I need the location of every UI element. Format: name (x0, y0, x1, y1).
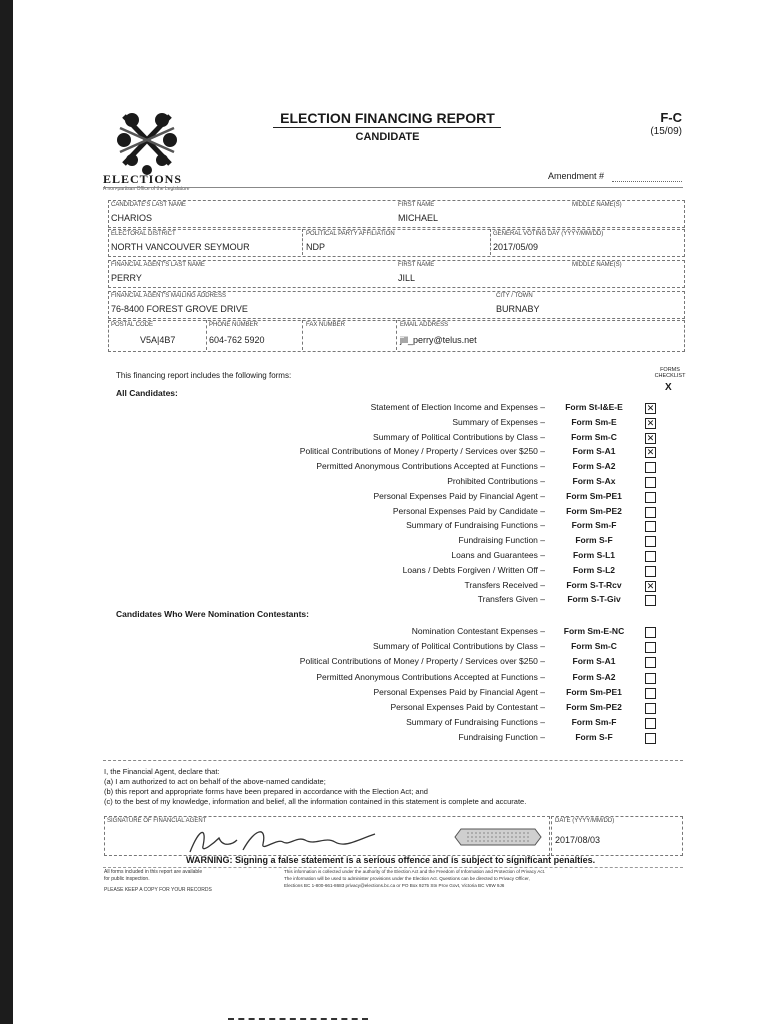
divider (302, 229, 303, 255)
form-row-description: Permitted Anonymous Contributions Accepted at Functions – (316, 671, 545, 682)
nomination-heading: Candidates Who Were Nomination Contestants: (116, 609, 309, 619)
footer-left-2: for public inspection. (104, 876, 150, 882)
form-row-description: Statement of Election Income and Expenses – (370, 402, 545, 412)
agent-last-name-label: FINANCIAL AGENT'S LAST NAME (111, 262, 205, 268)
forms-intro: This financing report includes the following forms: (116, 371, 292, 380)
footer-rule (103, 867, 683, 868)
header-rule (103, 187, 683, 188)
voting-day-value[interactable]: 2017/05/09 (493, 242, 539, 252)
form-row-description: Transfers Received – (464, 579, 545, 590)
unchecked-checkbox[interactable] (645, 492, 656, 503)
form-row-description: Prohibited Contributions – (447, 476, 545, 486)
form-row-code: Form S-A2 (572, 461, 616, 472)
form-row-description: Loans and Guarantees – (451, 550, 545, 560)
form-row-code: Form S-L2 (572, 564, 616, 575)
divider (490, 229, 491, 255)
email-label: EMAIL ADDRESS (400, 322, 449, 328)
elections-logo-icon (110, 108, 190, 178)
form-row-code: Form S-Ax (572, 476, 616, 486)
checked-checkbox[interactable]: ✕ (646, 580, 655, 591)
form-row-code: Form S-A1 (572, 446, 616, 457)
city-value[interactable]: BURNABY (496, 304, 540, 314)
form-row-code: Form Sm-PE1 (566, 490, 622, 501)
stamp-icon (453, 826, 543, 848)
middle-names-label: MIDDLE NAME(S) (572, 202, 622, 208)
unchecked-checkbox[interactable] (645, 462, 656, 473)
divider (302, 320, 303, 350)
form-row-code: Form S-F (575, 535, 613, 546)
form-row-code: Form S-L1 (572, 550, 616, 560)
checked-checkbox[interactable]: ✕ (646, 417, 655, 428)
declaration-line-1: (a) I am authorized to act on behalf of the above-named candidate; (104, 777, 326, 786)
unchecked-checkbox[interactable] (645, 566, 656, 577)
scan-edge (0, 0, 13, 1024)
footer-right-1: This information is collected under the authority of the Election Act and the Freedom of Information and Protection of Privacy Act. (284, 869, 546, 874)
mailing-address-label: FINANCIAL AGENT'S MAILING ADDRESS (111, 293, 226, 299)
form-row-description: Summary of Fundraising Functions – (406, 520, 545, 531)
form-row-code: Form S-T-Giv (567, 594, 621, 605)
form-row-description: Summary of Fundraising Functions – (406, 717, 545, 728)
declaration-rule (103, 760, 683, 761)
form-row-description: Permitted Anonymous Contributions Accepted at Functions – (316, 461, 545, 472)
unchecked-checkbox[interactable] (645, 657, 656, 668)
form-row-description: Personal Expenses Paid by Candidate – (392, 505, 545, 516)
candidate-last-name-label: CANDIDATE'S LAST NAME (111, 202, 186, 208)
form-row-description: Transfers Given – (477, 594, 545, 605)
form-row-description: Summary of Political Contributions by Class – (373, 431, 545, 442)
unchecked-checkbox[interactable] (645, 703, 656, 714)
form-row-code: Form Sm-F (571, 520, 617, 531)
all-candidates-heading: All Candidates: (116, 388, 178, 398)
footer-left-1: All forms included in this report are available (104, 869, 203, 875)
form-row-code: Form Sm-F (571, 717, 617, 728)
form-row-code: Form Sm-C (571, 641, 617, 652)
form-row-description: Personal Expenses Paid by Financial Agent – (373, 686, 545, 697)
postal-code-label: POSTAL CODE (111, 322, 154, 328)
bottom-dash-line (228, 1018, 368, 1020)
checked-checkbox[interactable]: ✕ (646, 447, 655, 458)
date-value[interactable]: 2017/08/03 (555, 835, 601, 845)
checklist-x-marker: X (665, 382, 672, 393)
electoral-district-value[interactable]: NORTH VANCOUVER SEYMOUR (111, 242, 250, 252)
email-value[interactable]: jill_perry@telus.net (400, 335, 477, 345)
date-label: DATE (YYYY/MM/DD) (555, 818, 615, 824)
unchecked-checkbox[interactable] (645, 642, 656, 653)
report-title: ELECTION FINANCING REPORT (280, 110, 495, 126)
form-row-description: Loans / Debts Forgiven / Written Off – (402, 564, 545, 575)
warning-text: WARNING: Signing a false statement is a serious offence and is subject to significant penalties. (186, 855, 596, 865)
declaration-line-3: (c) to the best of my knowledge, information and belief, all the information contained in this statement is complete and accurate. (104, 797, 527, 806)
signature-label: SIGNATURE OF FINANCIAL AGENT (107, 818, 207, 824)
form-row-code: Form Sm-PE1 (566, 686, 622, 697)
form-row-code: Form S-A1 (572, 656, 616, 667)
form-row-description: Personal Expenses Paid by Contestant – (390, 702, 545, 712)
unchecked-checkbox[interactable] (645, 688, 656, 699)
agent-last-name-value[interactable]: PERRY (111, 273, 142, 283)
form-version: (15/09) (650, 126, 682, 137)
unchecked-checkbox[interactable] (645, 521, 656, 532)
form-row-code: Form Sm-C (571, 431, 617, 442)
unchecked-checkbox[interactable] (645, 718, 656, 729)
form-row-description: Summary of Expenses – (452, 416, 545, 427)
amendment-field[interactable] (612, 181, 682, 182)
org-name: ELECTIONS (103, 172, 183, 186)
form-row-description: Personal Expenses Paid by Financial Agent – (373, 490, 545, 501)
divider (396, 320, 397, 350)
mailing-address-value[interactable]: 76-8400 FOREST GROVE DRIVE (111, 304, 248, 314)
first-name-label: FIRST NAME (398, 202, 435, 208)
form-row-description: Nomination Contestant Expenses – (411, 626, 545, 636)
footer-right-3: Elections BC 1-800-661-8683 privacy@elections.bc.ca or PO Box 9275 Stn Prov Govt, Victoria BC V8W 9J6 (284, 883, 505, 888)
unchecked-checkbox[interactable] (645, 673, 656, 684)
declaration-line-2: (b) this report and appropriate forms have been prepared in accordance with the Election Act; and (104, 787, 428, 796)
divider (206, 320, 207, 350)
form-row-description: Political Contributions of Money / Property / Services over $250 – (299, 656, 545, 667)
footer-right-2: The information will be used to administer provisions under the Election Act. Questions can be directed to Privacy Officer, (284, 876, 530, 881)
signature-icon (185, 822, 380, 856)
party-value[interactable]: NDP (306, 242, 326, 252)
unchecked-checkbox[interactable] (645, 507, 656, 518)
electoral-district-label: ELECTORAL DISTRICT (111, 231, 176, 237)
agent-middle-names-label: MIDDLE NAME(S) (572, 262, 622, 268)
checked-checkbox[interactable]: ✕ (646, 432, 655, 443)
form-row-code: Form S-F (575, 732, 613, 743)
footer-left-3: PLEASE KEEP A COPY FOR YOUR RECORDS (104, 887, 212, 893)
party-label: POLITICAL PARTY AFFILIATION (306, 231, 395, 237)
report-subtitle: CANDIDATE (355, 131, 420, 143)
unchecked-checkbox[interactable] (645, 733, 656, 744)
unchecked-checkbox[interactable] (645, 551, 656, 562)
postal-code-value[interactable]: V5A|4B7 (140, 335, 176, 345)
unchecked-checkbox[interactable] (645, 477, 656, 488)
phone-label: PHONE NUMBER (209, 322, 259, 328)
fax-label: FAX NUMBER (306, 322, 346, 328)
declaration-line-0: I, the Financial Agent, declare that: (104, 767, 220, 776)
form-row-description: Political Contributions of Money / Property / Services over $250 – (299, 446, 545, 457)
first-name-value[interactable]: MICHAEL (398, 213, 439, 223)
candidate-last-name-value[interactable]: CHARIOS (111, 213, 153, 223)
phone-value[interactable]: 604-762 5920 (209, 335, 265, 345)
city-label: CITY / TOWN (496, 293, 533, 299)
form-row-code: Form Sm-E-NC (563, 626, 625, 636)
form-row-code: Form St-I&E-E (565, 402, 623, 412)
form-row-code: Form Sm-PE2 (566, 702, 622, 712)
form-row-description: Fundraising Function – (458, 535, 545, 546)
voting-day-label: GENERAL VOTING DAY (YYYY/MM/DD) (493, 231, 604, 237)
amendment-label: Amendment # (548, 171, 605, 181)
org-subtitle: A non-partisan Office of the Legislature (103, 186, 190, 192)
form-row-code: Form S-T-Rcv (566, 579, 622, 590)
form-row-code: Form S-A2 (572, 671, 616, 682)
agent-first-name-label: FIRST NAME (398, 262, 435, 268)
agent-first-name-value[interactable]: JILL (398, 273, 416, 283)
form-row-code: Form Sm-E (571, 416, 617, 427)
checked-checkbox[interactable]: ✕ (646, 403, 655, 413)
form-row-description: Fundraising Function – (458, 732, 545, 743)
checklist-header: FORMS CHECKLIST (654, 367, 686, 379)
unchecked-checkbox[interactable] (645, 536, 656, 547)
title-underline (273, 127, 501, 128)
unchecked-checkbox[interactable] (645, 595, 656, 606)
unchecked-checkbox[interactable] (645, 627, 656, 638)
form-code: F-C (660, 110, 682, 125)
form-row-description: Summary of Political Contributions by Class – (373, 641, 545, 652)
form-row-code: Form Sm-PE2 (566, 505, 622, 516)
